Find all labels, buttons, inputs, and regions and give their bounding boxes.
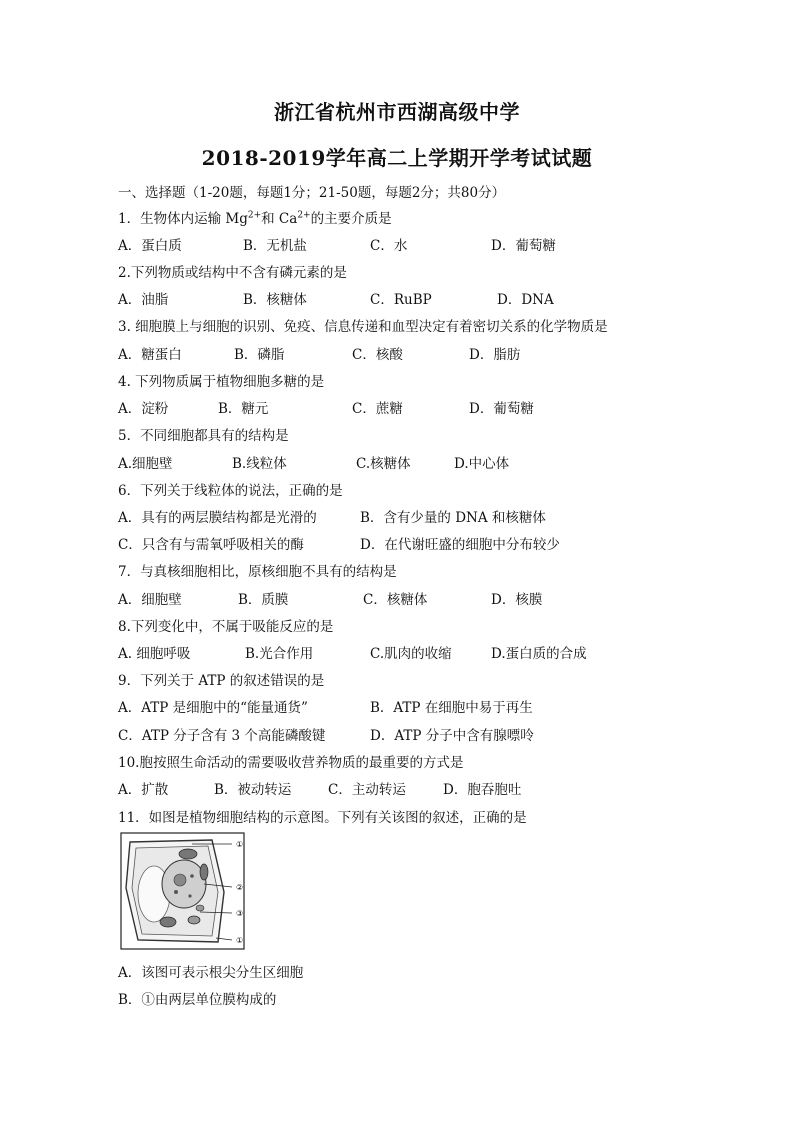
question-10-option-b: B．被动转运 <box>214 782 292 798</box>
question-7-option-b: B．质膜 <box>238 592 289 608</box>
section-header: 一、选择题（1-20题，每题1分；21-50题，每题2分；共80分） <box>118 185 506 201</box>
question-2-option-d: D．DNA <box>497 292 554 308</box>
question-6-option-d: D．在代谢旺盛的细胞中分布较少 <box>360 537 560 553</box>
question-9-option-d: D．ATP 分子中含有腺嘌呤 <box>370 728 534 744</box>
question-5-option-d: D.中心体 <box>454 456 510 472</box>
question-11-option-b: B．①由两层单位膜构成的 <box>118 992 277 1008</box>
question-6-option-a: A．具有的两层膜结构都是光滑的 <box>118 510 317 526</box>
question-5-stem: 5．不同细胞都具有的结构是 <box>118 428 289 444</box>
question-9-option-c: C．ATP 分子含有 3 个高能磷酸键 <box>118 728 326 744</box>
question-8-option-d: D.蛋白质的合成 <box>491 646 587 662</box>
question-3-option-c: C．核酸 <box>352 347 403 363</box>
question-8-option-a: A. 细胞呼吸 <box>118 646 191 662</box>
question-8-option-c: C.肌肉的收缩 <box>370 646 452 662</box>
question-7-option-d: D．核膜 <box>491 592 543 608</box>
question-3-option-b: B．磷脂 <box>234 347 285 363</box>
question-3-option-d: D．脂肪 <box>469 347 521 363</box>
question-1-option-b: B．无机盐 <box>243 238 307 254</box>
question-9-stem: 9．下列关于 ATP 的叙述错误的是 <box>118 673 325 689</box>
question-5-option-a: A.细胞壁 <box>118 456 173 472</box>
question-3-option-a: A．糖蛋白 <box>118 347 182 363</box>
question-10-option-c: C．主动转运 <box>328 782 406 798</box>
question-5-option-b: B.线粒体 <box>232 456 287 472</box>
plant-cell-diagram <box>120 832 245 950</box>
question-8-stem: 8.下列变化中，不属于吸能反应的是 <box>118 619 334 635</box>
question-1-option-a: A．蛋白质 <box>118 238 182 254</box>
page-title: 浙江省杭州市西湖高级中学 <box>274 100 520 124</box>
question-9-option-a: A．ATP 是细胞中的“能量通货” <box>118 700 308 716</box>
figure-label-2: ② <box>236 883 244 892</box>
question-7-option-a: A．细胞壁 <box>118 592 182 608</box>
question-8-option-b: B.光合作用 <box>245 646 314 662</box>
question-1-option-c: C．水 <box>370 238 408 254</box>
question-2-option-c: C．RuBP <box>370 292 432 308</box>
question-1-option-d: D．葡萄糖 <box>491 238 556 254</box>
question-4-option-c: C．蔗糖 <box>352 401 403 417</box>
question-4-stem: 4. 下列物质属于植物细胞多糖的是 <box>118 374 325 390</box>
figure-label-1: ① <box>236 840 244 849</box>
question-7-option-c: C．核糖体 <box>363 592 428 608</box>
question-10-option-a: A．扩散 <box>118 782 169 798</box>
question-6-option-c: C．只含有与需氧呼吸相关的酶 <box>118 537 304 553</box>
figure-label-4: ① <box>236 936 244 945</box>
question-6-stem: 6．下列关于线粒体的说法，正确的是 <box>118 483 343 499</box>
question-10-stem: 10.胞按照生命活动的需要吸收营养物质的最重要的方式是 <box>118 755 464 771</box>
question-5-option-c: C.核糖体 <box>356 456 411 472</box>
question-2-option-a: A．油脂 <box>118 292 169 308</box>
figure-label-3: ③ <box>236 909 244 918</box>
question-2-option-b: B．核糖体 <box>243 292 307 308</box>
page-subtitle: 2018-2019学年高二上学期开学考试试题 <box>201 146 593 170</box>
question-11-stem: 11．如图是植物细胞结构的示意图。下列有关该图的叙述，正确的是 <box>118 810 527 826</box>
question-4-option-a: A．淀粉 <box>118 401 169 417</box>
question-1-stem: 1．生物体内运输 $Mg^{2+}$和 $Ca^{2+}$的主要介质是 <box>118 210 392 227</box>
question-7-stem: 7．与真核细胞相比，原核细胞不具有的结构是 <box>118 564 397 580</box>
question-3-stem: 3. 细胞膜上与细胞的识别、免疫、信息传递和血型决定有着密切关系的化学物质是 <box>118 319 608 335</box>
question-6-option-b: B．含有少量的 DNA 和核糖体 <box>360 510 546 526</box>
question-2-stem: 2.下列物质或结构中不含有磷元素的是 <box>118 265 347 281</box>
question-9-option-b: B．ATP 在细胞中易于再生 <box>370 700 533 716</box>
question-4-option-d: D．葡萄糖 <box>469 401 534 417</box>
question-11-option-a: A．该图可表示根尖分生区细胞 <box>118 965 304 981</box>
question-10-option-d: D．胞吞胞吐 <box>443 782 522 798</box>
question-4-option-b: B．糖元 <box>218 401 269 417</box>
